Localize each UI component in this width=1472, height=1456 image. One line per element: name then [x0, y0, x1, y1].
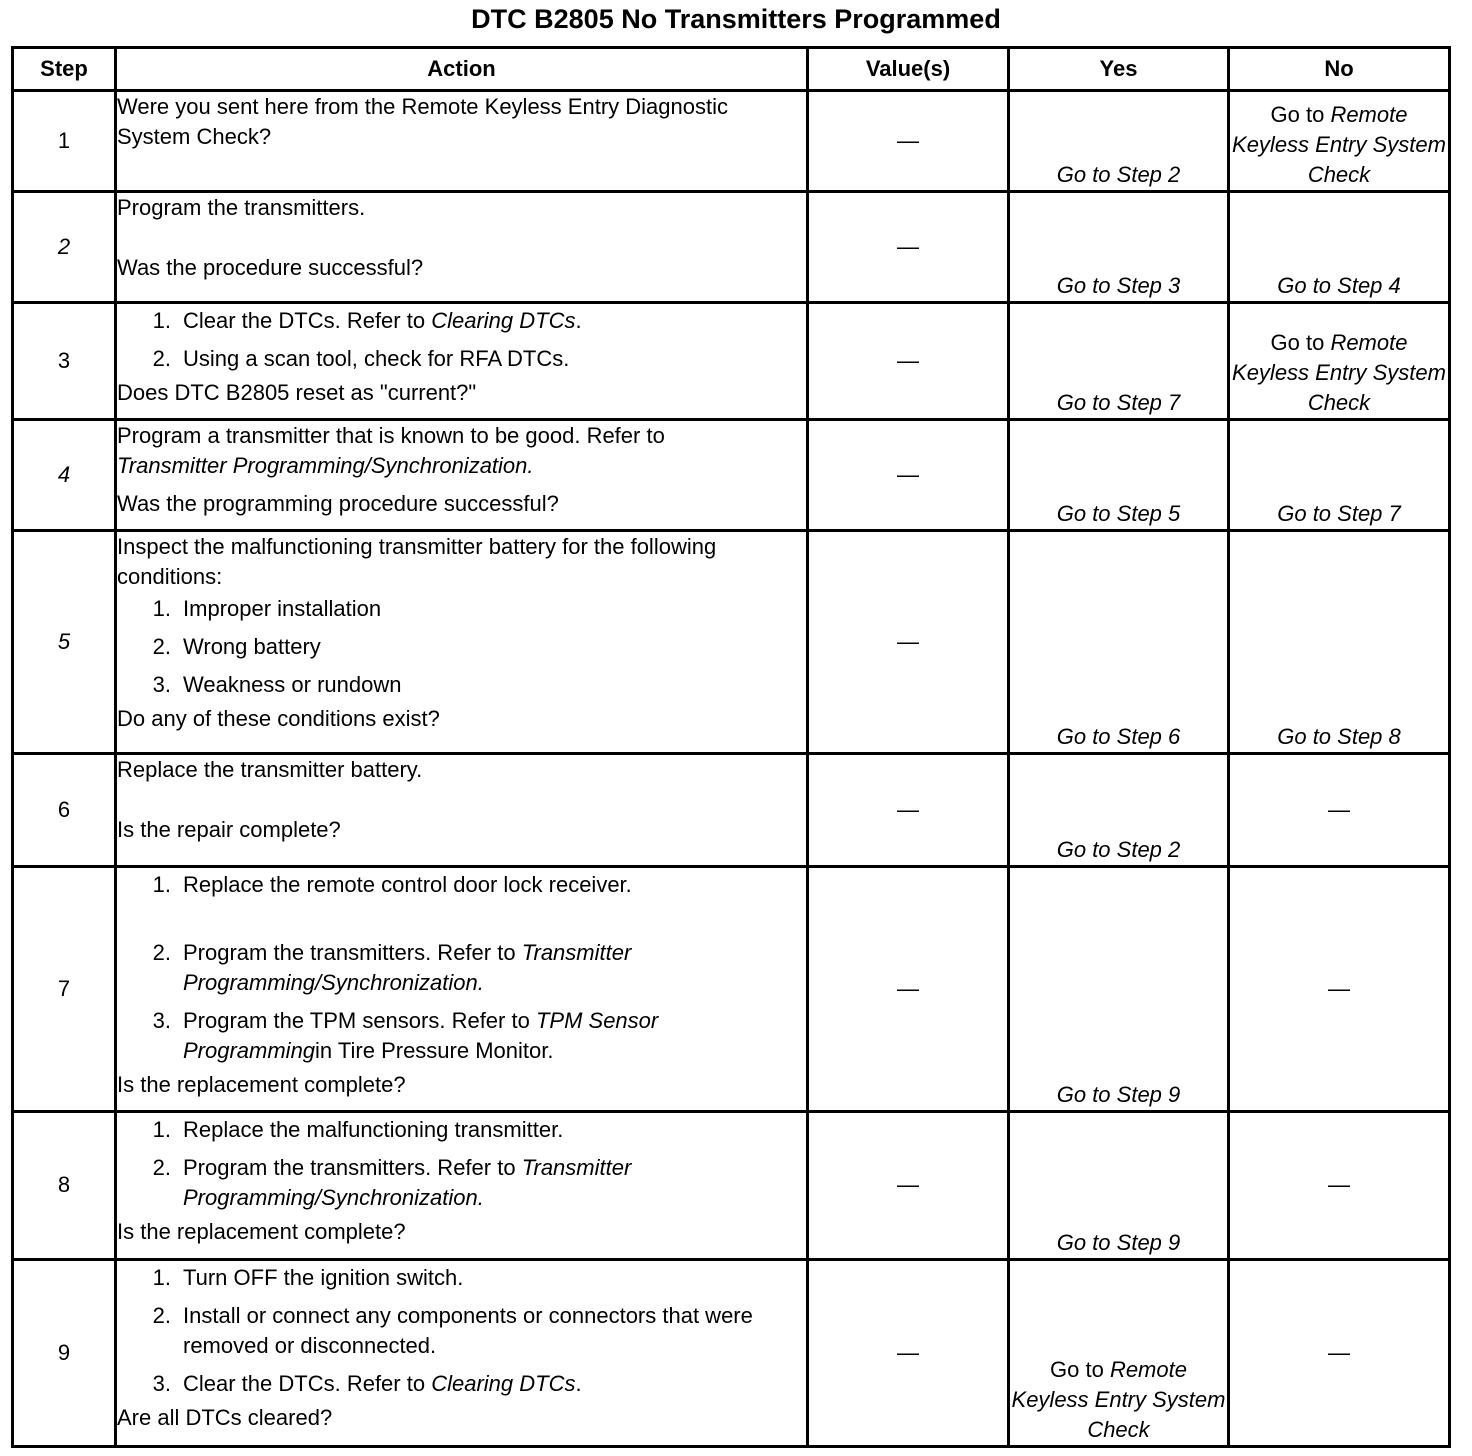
- no-link[interactable]: Go to Step 4: [1277, 273, 1401, 299]
- no-prefix: Go to: [1270, 330, 1325, 356]
- no-cell: [1229, 866, 1450, 1111]
- yes-cell: [1009, 1259, 1229, 1446]
- table-row: [13, 1111, 1450, 1259]
- value-text: —: [897, 128, 919, 154]
- step-number: 4: [13, 420, 116, 531]
- no-text: —: [1328, 796, 1350, 822]
- value-text: —: [897, 1339, 919, 1365]
- action-text: Program a transmitter that is known to be good. Refer to: [117, 423, 665, 449]
- yes-cell: [1009, 531, 1229, 754]
- procedure-list: [117, 870, 806, 1066]
- yes-link[interactable]: Go to Step 7: [1056, 390, 1181, 416]
- header-no: No: [1229, 48, 1450, 91]
- reference-link[interactable]: TPM Sensor Programming: [183, 1007, 659, 1063]
- procedure-list: [117, 594, 806, 700]
- list-item: 1. Turn OFF the ignition switch.: [152, 1264, 464, 1290]
- step-number: 2: [13, 192, 116, 303]
- table-row: [13, 531, 1450, 754]
- table-row: [13, 1259, 1450, 1446]
- action-cell: [116, 1259, 808, 1446]
- list-item: 3. Clear the DTCs. Refer to Clearing DTCs.: [152, 1370, 582, 1396]
- value-text: —: [897, 234, 919, 260]
- reference-link[interactable]: Clearing DTCs: [431, 308, 576, 334]
- action-question: Was the programming procedure successful?: [117, 491, 559, 517]
- action-question: Was the procedure successful?: [117, 255, 424, 281]
- action-cell: [116, 754, 808, 866]
- list-item: 3. Program the TPM sensors. Refer to TPM Sensor Programmingin Tire Pressure Monitor.: [152, 1007, 659, 1063]
- no-link[interactable]: Remote Keyless Entry System Check: [1232, 102, 1446, 188]
- yes-cell: [1009, 1111, 1229, 1259]
- action-cell: [116, 420, 808, 531]
- no-prefix: Go to: [1270, 102, 1325, 128]
- step-number: 9: [13, 1259, 116, 1446]
- value-cell: [808, 531, 1009, 754]
- list-item: 3. Weakness or rundown: [152, 672, 402, 698]
- no-link[interactable]: Go to Step 7: [1277, 501, 1401, 527]
- page-title: DTC B2805 No Transmitters Programmed: [471, 4, 1001, 34]
- action-cell: [116, 531, 808, 754]
- value-cell: [808, 420, 1009, 531]
- yes-prefix: Go to: [1050, 1357, 1104, 1382]
- value-text: —: [897, 975, 919, 1001]
- table-row: [13, 303, 1450, 420]
- diagnostic-table: [11, 46, 1451, 1448]
- value-cell: [808, 866, 1009, 1111]
- value-text: —: [897, 796, 919, 822]
- action-cell: [116, 303, 808, 420]
- value-cell: [808, 1259, 1009, 1446]
- action-cell: [116, 91, 808, 192]
- list-item: 2. Using a scan tool, check for RFA DTCs.: [152, 346, 570, 372]
- procedure-list: [117, 306, 806, 374]
- action-question: Is the replacement complete?: [117, 1218, 406, 1244]
- header-step: Step: [13, 48, 116, 91]
- reference-link[interactable]: Transmitter Programming/Synchronization.: [117, 453, 534, 479]
- list-item: 1. Replace the malfunctioning transmitter.: [152, 1116, 564, 1142]
- no-link[interactable]: Remote Keyless Entry System Check: [1232, 330, 1446, 416]
- yes-link[interactable]: Go to Step 3: [1056, 273, 1181, 299]
- list-item: 1. Replace the remote control door lock receiver.: [152, 871, 632, 897]
- step-number: 8: [13, 1111, 116, 1259]
- step-number: 3: [13, 303, 116, 420]
- action-question: Are all DTCs cleared?: [117, 1404, 333, 1430]
- list-item: 2. Program the transmitters. Refer to Transmitter Programming/Synchronization.: [152, 1154, 632, 1210]
- value-cell: [808, 754, 1009, 866]
- value-cell: [808, 303, 1009, 420]
- step-number: 5: [13, 531, 116, 754]
- action-cell: [116, 866, 808, 1111]
- no-cell: [1229, 192, 1450, 303]
- list-item: 1. Improper installation: [152, 596, 382, 622]
- step-number: 7: [13, 866, 116, 1111]
- yes-cell: [1009, 754, 1229, 866]
- value-text: —: [897, 348, 919, 374]
- action-text: Were you sent here from the Remote Keyless Entry Diagnostic System Check?: [117, 94, 728, 149]
- yes-link[interactable]: Go to Step 2: [1056, 836, 1181, 862]
- table-header-row: [13, 48, 1450, 91]
- action-text: Replace the transmitter battery.: [117, 757, 423, 783]
- reference-link[interactable]: Transmitter Programming/Synchronization.: [183, 1154, 632, 1210]
- yes-link[interactable]: Go to Step 9: [1056, 1081, 1181, 1107]
- procedure-list: [117, 1263, 806, 1399]
- action-question: Do any of these conditions exist?: [117, 706, 440, 732]
- list-item: 2. Wrong battery: [152, 634, 321, 660]
- list-item: 1. Clear the DTCs. Refer to Clearing DTCs.: [152, 308, 582, 334]
- yes-link[interactable]: Go to Step 5: [1056, 501, 1181, 527]
- value-text: —: [897, 462, 919, 488]
- action-question: Is the repair complete?: [117, 817, 341, 843]
- value-cell: [808, 1111, 1009, 1259]
- reference-link[interactable]: Clearing DTCs: [431, 1370, 576, 1396]
- reference-link[interactable]: Transmitter Programming/Synchronization.: [183, 939, 632, 995]
- list-item: 2. Program the transmitters. Refer to Transmitter Programming/Synchronization.: [152, 939, 632, 995]
- yes-cell: [1009, 866, 1229, 1111]
- table-row: [13, 192, 1450, 303]
- no-cell: [1229, 303, 1450, 420]
- header-values: Value(s): [808, 48, 1009, 91]
- value-text: —: [897, 629, 919, 655]
- yes-link[interactable]: Remote Keyless Entry System Check: [1011, 1357, 1226, 1442]
- yes-cell: [1009, 420, 1229, 531]
- list-item: 2. Install or connect any components or connectors that were removed or disconnected.: [152, 1302, 753, 1358]
- header-action: Action: [116, 48, 808, 91]
- header-yes: Yes: [1009, 48, 1229, 91]
- no-cell: [1229, 1259, 1450, 1446]
- value-cell: [808, 192, 1009, 303]
- yes-link[interactable]: Go to Step 6: [1056, 724, 1181, 750]
- action-cell: [116, 192, 808, 303]
- no-cell: [1229, 1111, 1450, 1259]
- yes-cell: [1009, 303, 1229, 420]
- procedure-list: [117, 1115, 806, 1213]
- no-cell: [1229, 91, 1450, 192]
- action-question: Does DTC B2805 reset as "current?": [117, 380, 477, 406]
- action-text: Program the transmitters.: [117, 195, 366, 221]
- action-question: Is the replacement complete?: [117, 1071, 406, 1097]
- no-link[interactable]: Go to Step 8: [1277, 724, 1401, 750]
- table-row: [13, 866, 1450, 1111]
- yes-cell: [1009, 91, 1229, 192]
- no-text: —: [1328, 1172, 1350, 1198]
- step-number: 6: [13, 754, 116, 866]
- table-row: [13, 91, 1450, 192]
- table-row: [13, 754, 1450, 866]
- value-text: —: [897, 1172, 919, 1198]
- no-cell: [1229, 531, 1450, 754]
- yes-link[interactable]: Go to Step 2: [1056, 162, 1181, 188]
- no-text: —: [1328, 975, 1350, 1001]
- yes-link[interactable]: Go to Step 9: [1056, 1229, 1181, 1255]
- value-cell: [808, 91, 1009, 192]
- step-number: 1: [13, 91, 116, 192]
- no-cell: [1229, 420, 1450, 531]
- table-row: [13, 420, 1450, 531]
- no-cell: [1229, 754, 1450, 866]
- yes-cell: [1009, 192, 1229, 303]
- action-cell: [116, 1111, 808, 1259]
- action-text: Inspect the malfunctioning transmitter battery for the following conditions:: [117, 534, 717, 590]
- no-text: —: [1328, 1339, 1350, 1365]
